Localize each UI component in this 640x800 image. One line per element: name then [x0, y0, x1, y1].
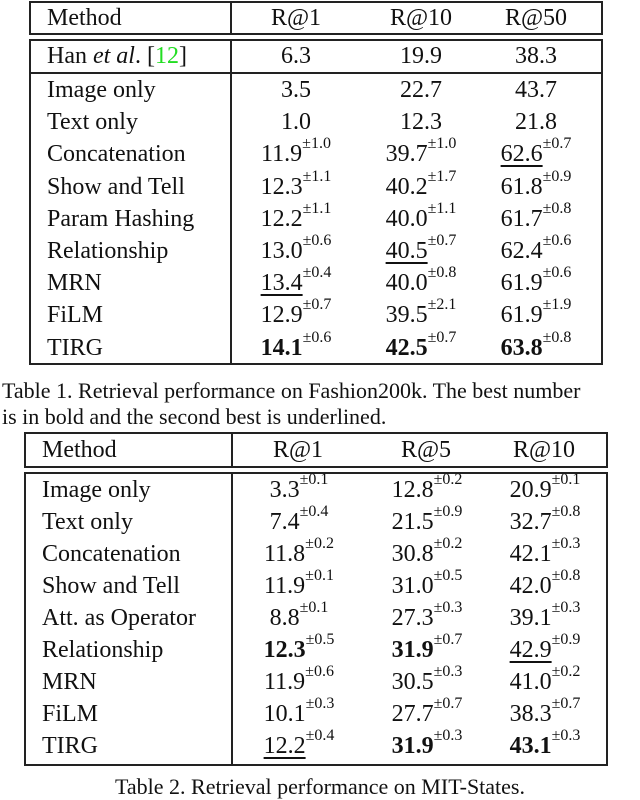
value-cell: [356, 199, 486, 235]
method-name: Concatenation: [42, 541, 181, 567]
method-name: Text only: [42, 509, 133, 535]
value-cell: [480, 535, 610, 570]
value-cell: [471, 264, 601, 299]
value: 38.3: [509, 701, 552, 727]
table-2: [24, 432, 608, 766]
std-dev: ±0.6: [542, 232, 572, 249]
std-dev: ±0.8: [542, 199, 572, 217]
value: 32.7: [509, 509, 552, 535]
value: 12.9: [260, 302, 303, 329]
value: 12.3: [400, 109, 442, 136]
std-dev: ±0.6: [302, 328, 332, 346]
value: 40.0: [385, 205, 428, 232]
value: 3.3: [269, 477, 300, 503]
method-name: MRN: [42, 669, 97, 695]
method-name: Text only: [47, 109, 138, 136]
value: 12.3: [263, 637, 306, 663]
value-cell: [471, 74, 601, 106]
value-cell: [362, 535, 492, 570]
method-name: FiLM: [47, 302, 104, 329]
method-name: TIRG: [42, 733, 98, 759]
std-dev: ±0.7: [542, 135, 572, 153]
value-cell: [471, 328, 601, 364]
std-dev: ±0.7: [433, 631, 463, 648]
std-dev: ±0.9: [433, 503, 463, 520]
value: 3.5: [281, 77, 311, 103]
table-row: [31, 232, 601, 267]
value-cell: [231, 328, 361, 364]
value: 43.1: [509, 733, 552, 759]
value: 30.8: [391, 541, 434, 567]
std-dev: ±0.8: [551, 503, 581, 520]
std-dev: ±0.3: [433, 599, 463, 616]
value-cell: [234, 727, 364, 762]
value-cell: [356, 232, 486, 267]
table-1: [29, 0, 603, 366]
std-dev: ±0.9: [551, 631, 581, 648]
table-row: [26, 663, 606, 698]
table-row: [26, 567, 606, 602]
std-dev: ±1.1: [427, 199, 457, 217]
std-dev: ±1.0: [302, 135, 331, 153]
value-cell: [231, 264, 361, 299]
value-cell: [234, 663, 364, 698]
value-cell: [362, 471, 492, 506]
value-cell: [362, 695, 492, 730]
std-dev: ±0.3: [433, 727, 463, 744]
std-dev: ±1.1: [302, 167, 332, 185]
std-dev: ±0.1: [299, 471, 329, 488]
column-header-r1: R@1: [270, 5, 322, 31]
std-dev: ±1.9: [542, 296, 572, 314]
value: 27.7: [391, 701, 434, 727]
method-name: Att. as Operator: [42, 605, 196, 631]
table-row: [26, 631, 606, 666]
value: 40.2: [385, 173, 428, 200]
table-row: [31, 135, 601, 170]
std-dev: ±0.7: [427, 328, 457, 346]
value: 43.7: [515, 77, 557, 103]
value-cell: [231, 199, 361, 235]
std-dev: ±0.7: [427, 232, 457, 249]
std-dev: ±0.2: [551, 663, 581, 680]
value: 27.3: [391, 605, 434, 631]
value-cell: [234, 567, 364, 602]
value: 8.8: [269, 605, 300, 631]
value-cell: [231, 296, 361, 331]
value: 12.3: [260, 173, 303, 200]
std-dev: ±0.2: [433, 471, 463, 488]
value: 31.9: [391, 733, 434, 759]
value-cell: [471, 167, 601, 203]
table-row: [31, 74, 601, 106]
value-cell: [234, 695, 364, 730]
std-dev: ±0.7: [551, 695, 581, 712]
value: 61.8: [500, 173, 543, 200]
table-row: [26, 695, 606, 730]
value-cell: 6.3: [281, 43, 311, 69]
value-cell: [231, 232, 361, 267]
method-name: FiLM: [42, 701, 99, 727]
table-1-caption: [2, 378, 580, 430]
std-dev: ±0.6: [305, 663, 334, 680]
value: 12.8: [391, 477, 434, 503]
value: 13.4: [260, 270, 303, 297]
caption-line: is in bold and the second best is underlined.: [2, 404, 387, 429]
method-name: Relationship: [47, 238, 169, 264]
std-dev: ±0.3: [551, 535, 581, 552]
column-header-method: Method: [47, 5, 122, 31]
std-dev: ±0.1: [299, 599, 329, 616]
value-cell: [480, 695, 610, 730]
column-header-r5: R@5: [400, 437, 452, 463]
value-cell: [480, 503, 610, 538]
value: 39.5: [385, 302, 428, 329]
method-name: Image only: [47, 77, 156, 103]
value: 20.9: [509, 477, 552, 503]
method-name: Show and Tell: [47, 173, 185, 200]
table-row: [31, 41, 601, 72]
table-row: [26, 535, 606, 570]
table-1-header: [29, 1, 603, 35]
std-dev: ±0.6: [302, 232, 332, 249]
std-dev: ±1.1: [302, 199, 332, 217]
citation-link[interactable]: 12: [154, 43, 179, 69]
value-cell: [471, 199, 601, 235]
value-cell: [234, 535, 364, 570]
value-cell: [234, 503, 364, 538]
std-dev: ±0.2: [433, 535, 463, 552]
value: 11.8: [264, 541, 306, 567]
value-cell: 19.9: [400, 43, 442, 69]
table-2-body: [24, 472, 608, 766]
table-2-caption: [0, 774, 640, 800]
table-2-header: [24, 432, 608, 468]
value: 42.5: [385, 334, 428, 361]
value-cell: [471, 106, 601, 138]
column-header-r1: R@1: [272, 437, 324, 463]
std-dev: ±0.3: [551, 727, 581, 744]
value-cell: [234, 599, 364, 634]
std-dev: ±0.8: [542, 328, 572, 346]
column-header-r10: R@10: [512, 437, 576, 463]
value-cell: [362, 663, 492, 698]
std-dev: ±0.1: [551, 471, 581, 488]
std-dev: ±0.5: [305, 631, 335, 648]
column-header-r10: R@10: [389, 5, 453, 31]
value-cell: [471, 135, 601, 170]
std-dev: ±0.8: [551, 567, 581, 584]
method-name: TIRG: [47, 334, 103, 361]
value-cell: [356, 167, 486, 203]
method-name: Show and Tell: [42, 573, 180, 599]
value: 39.7: [385, 141, 428, 168]
value: 40.0: [385, 270, 428, 297]
std-dev: ±0.3: [433, 663, 463, 680]
value: 11.9: [261, 141, 303, 168]
method-name: Image only: [42, 477, 151, 503]
std-dev: ±0.6: [542, 264, 572, 282]
value-cell: 38.3: [515, 43, 557, 69]
caption-line: Table 2. Retrieval performance on MIT-States.: [114, 774, 525, 799]
std-dev: ±0.4: [302, 264, 332, 282]
std-dev: ±1.0: [427, 135, 457, 153]
value-cell: [234, 471, 364, 506]
value-cell: [231, 74, 361, 106]
value-cell: [356, 106, 486, 138]
std-dev: ±0.4: [299, 503, 329, 520]
std-dev: ±0.3: [551, 599, 581, 616]
value: 61.9: [500, 302, 543, 329]
value: 62.6: [500, 141, 543, 168]
value-cell: [480, 599, 610, 634]
value-cell: [356, 328, 486, 364]
value-cell: [471, 232, 601, 267]
table-1-body: [29, 39, 603, 365]
table-row: [31, 296, 601, 331]
value-cell: [480, 663, 610, 698]
value: 11.9: [264, 669, 306, 695]
table-row: [26, 471, 606, 506]
column-header-r50: R@50: [504, 5, 568, 31]
method-name: Param Hashing: [47, 205, 195, 232]
value-cell: [471, 296, 601, 331]
value-cell: [231, 167, 361, 203]
table-row: [26, 599, 606, 634]
value: 62.4: [500, 238, 543, 264]
std-dev: ±0.1: [305, 567, 334, 584]
value-cell: [356, 264, 486, 299]
value-cell: [356, 296, 486, 331]
value: 61.9: [500, 270, 543, 297]
value: 21.5: [391, 509, 434, 535]
table-row: [31, 328, 601, 364]
value-cell: [362, 567, 492, 602]
value: 42.0: [509, 573, 552, 599]
value-cell: [356, 74, 486, 106]
value: 42.9: [509, 637, 552, 663]
value: 14.1: [260, 334, 303, 361]
std-dev: ±0.8: [427, 264, 457, 282]
value-cell: [362, 599, 492, 634]
value: 31.0: [391, 573, 434, 599]
value-cell: [362, 631, 492, 666]
table-row: [26, 503, 606, 538]
value: 40.5: [385, 238, 428, 264]
value: 21.8: [515, 109, 557, 136]
value-cell: [480, 631, 610, 666]
value: 1.0: [281, 109, 311, 136]
value: 30.5: [391, 669, 434, 695]
value: 41.0: [509, 669, 552, 695]
method-name: Relationship: [42, 637, 164, 663]
value: 22.7: [400, 77, 442, 103]
value: 11.9: [264, 573, 306, 599]
column-header-method: Method: [42, 437, 117, 463]
method-name: Concatenation: [47, 141, 186, 168]
method-han-et-al: Han et al. [12]: [47, 43, 187, 69]
value-cell: [231, 135, 361, 170]
caption-line: Table 1. Retrieval performance on Fashion200k. The best number: [2, 378, 581, 403]
value: 31.9: [391, 637, 434, 663]
value: 10.1: [263, 701, 306, 727]
value-cell: [362, 503, 492, 538]
value: 12.2: [260, 205, 303, 232]
std-dev: ±0.9: [542, 167, 572, 185]
value: 13.0: [260, 238, 303, 264]
value: 42.1: [509, 541, 552, 567]
value: 63.8: [500, 334, 543, 361]
value: 61.7: [500, 205, 543, 232]
std-dev: ±0.7: [433, 695, 463, 712]
std-dev: ±2.1: [427, 296, 457, 314]
value-cell: [480, 727, 610, 762]
std-dev: ±1.7: [427, 167, 457, 185]
table-row: [31, 167, 601, 203]
value-cell: [480, 471, 610, 506]
std-dev: ±0.2: [305, 535, 334, 552]
std-dev: ±0.7: [302, 296, 332, 314]
std-dev: ±0.3: [305, 695, 335, 712]
method-name: MRN: [47, 270, 102, 297]
table-row: [26, 727, 606, 762]
value-cell: [234, 631, 364, 666]
table-row: [31, 106, 601, 138]
value-cell: [362, 727, 492, 762]
value-cell: [480, 567, 610, 602]
value: 39.1: [509, 605, 552, 631]
table-row: [31, 199, 601, 235]
std-dev: ±0.5: [433, 567, 463, 584]
table-row: [31, 264, 601, 299]
std-dev: ±0.4: [305, 727, 335, 744]
value-cell: [356, 135, 486, 170]
value: 12.2: [263, 733, 306, 759]
value: 7.4: [269, 509, 300, 535]
value-cell: [231, 106, 361, 138]
